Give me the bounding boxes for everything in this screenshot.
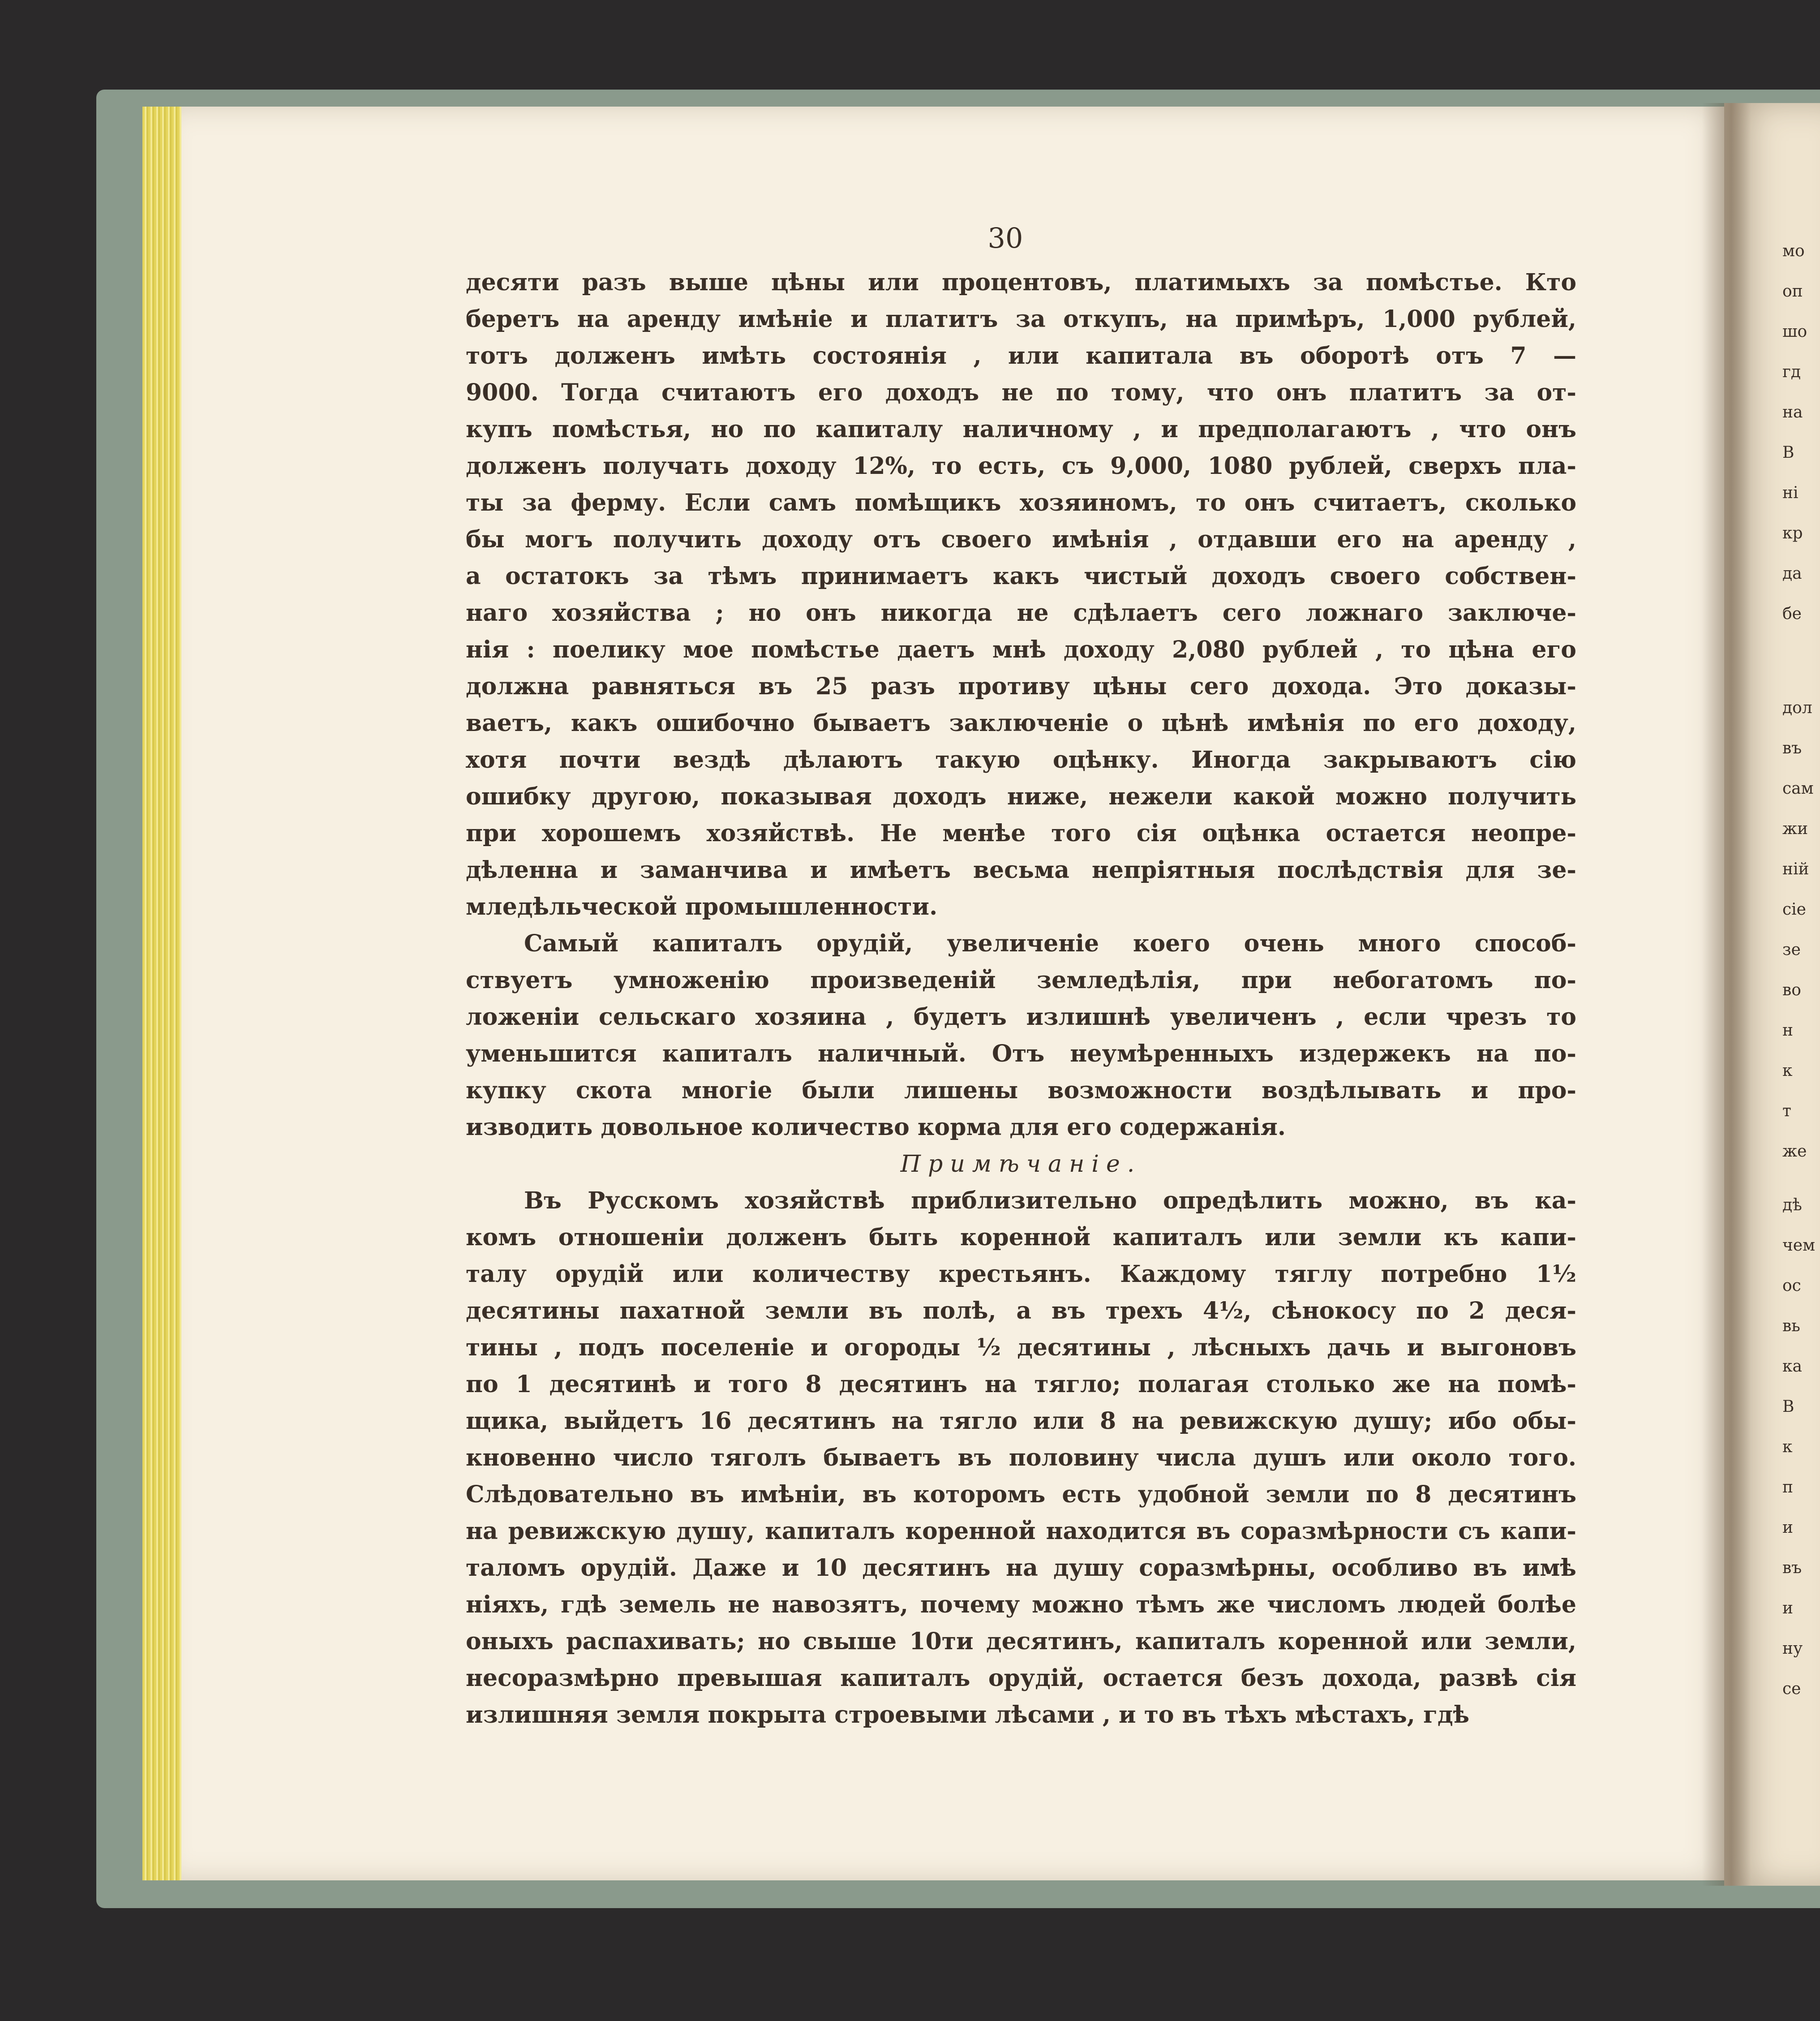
text-line: ты за ферму. Если самъ помѣщикъ хозяиномъ, то онъ считаетъ, сколько (466, 489, 1576, 516)
text-line: уменьшится капиталъ наличный. Отъ неумѣренныхъ издержекъ на по- (466, 1040, 1576, 1067)
text-line: а остатокъ за тѣмъ принимаетъ какъ чистый доходъ своего собствен- (466, 563, 1576, 590)
facing-page-fragment: бе (1782, 605, 1802, 623)
section-heading: Примѣчаніе. (900, 1151, 1142, 1178)
text-line: 9000. Тогда считаютъ его доходъ не по тому, что онъ платитъ за от- (466, 379, 1576, 406)
text-line: Въ Русскомъ хозяйствѣ приблизительно опредѣлить можно, въ ка- (524, 1187, 1576, 1214)
text-line: должна равняться въ 25 разъ противу цѣны сего дохода. Это доказы- (466, 673, 1576, 700)
facing-page-fragment: ос (1782, 1277, 1801, 1295)
facing-page-fragment: В (1782, 443, 1794, 462)
text-line: бы могъ получить доходу отъ своего имѣнія , отдавши его на аренду , (466, 526, 1576, 553)
facing-page-fragment: во (1782, 981, 1801, 999)
text-line: наго хозяйства ; но онъ никогда не сдѣлаетъ сего ложнаго заключе- (466, 599, 1576, 627)
facing-page-fragment: вь (1782, 1317, 1800, 1335)
facing-page-fragment: на (1782, 403, 1803, 421)
facing-page-fragment: ну (1782, 1639, 1803, 1658)
facing-page-fragment: ні (1782, 484, 1799, 502)
text-line: долженъ получать доходу 12%, то есть, съ 9,000, 1080 рублей, сверхъ пла- (466, 452, 1576, 480)
text-line: ваетъ, какъ ошибочно бываетъ заключеніе о цѣнѣ имѣнія по его доходу, (466, 710, 1576, 737)
gilt-page-edges (142, 107, 184, 1880)
facing-page-fragment: дол (1782, 699, 1812, 717)
facing-page-fragment: сіе (1782, 900, 1806, 919)
facing-page-fragment: ній (1782, 860, 1809, 878)
text-line: комъ отношеніи долженъ быть коренной капиталъ или земли къ капи- (466, 1224, 1576, 1251)
facing-page-fragment: гд (1782, 363, 1801, 381)
facing-page-fragment: оп (1782, 282, 1803, 301)
page-number: 30 (987, 222, 1023, 254)
text-line: кновенно число тяголъ бываетъ въ половину числа душъ или около того. (466, 1444, 1576, 1471)
facing-page-fragment: н (1782, 1021, 1793, 1040)
text-line: купку скота многіе были лишены возможности воздѣлывать и про- (466, 1077, 1576, 1104)
facing-page-fragment: и (1782, 1518, 1793, 1537)
facing-page-fragment: В (1782, 1398, 1794, 1416)
text-line: ошибку другою, показывая доходъ ниже, нежели какой можно получить (466, 783, 1576, 810)
text-line: хотя почти вездѣ дѣлаютъ такую оцѣнку. Иногда закрываютъ сію (466, 746, 1576, 774)
text-line: изводить довольное количество корма для его содержанія. (466, 1114, 1286, 1141)
facing-page-fragment: жи (1782, 820, 1808, 838)
text-line: десятины пахатной земли въ полѣ, а въ трехъ 4½, сѣнокосу по 2 деся- (466, 1297, 1576, 1324)
text-line: при хорошемъ хозяйствѣ. Не менѣе того сія оцѣнка остается неопре- (466, 820, 1576, 847)
facing-page-fragment: же (1782, 1142, 1807, 1161)
facing-page-fragment: чем (1782, 1236, 1816, 1255)
facing-page-fragment: кр (1782, 524, 1803, 542)
facing-page-fragment: к (1782, 1062, 1793, 1080)
facing-page-fragment: да (1782, 564, 1802, 583)
text-line: оныхъ распахивать; но свыше 10ти десятинъ, капиталъ коренной или земли, (466, 1628, 1576, 1655)
text-line: по 1 десятинѣ и того 8 десятинъ на тягло; полагая столько же на помѣ- (466, 1371, 1576, 1398)
text-line: ложеніи сельскаго хозяина , будетъ излишнѣ увеличенъ , если чрезъ то (466, 1003, 1576, 1031)
text-line: Слѣдовательно въ имѣніи, въ которомъ есть удобной земли по 8 десятинъ (466, 1481, 1576, 1508)
facing-page-fragment: п (1782, 1478, 1793, 1496)
text-line: излишняя земля покрыта строевыми лѣсами , и то въ тѣхъ мѣстахъ, гдѣ (466, 1701, 1470, 1729)
facing-page-fragment: сам (1782, 779, 1814, 798)
text-line: ствуетъ умноженію произведеній земледѣлія, при небогатомъ по- (466, 967, 1576, 994)
page-body-text (466, 264, 1576, 1733)
text-line: тины , подъ поселеніе и огороды ½ десятины , лѣсныхъ дачь и выгоновъ (466, 1334, 1576, 1361)
text-line: десяти разъ выше цѣны или процентовъ, платимыхъ за помѣстье. Кто (466, 269, 1576, 296)
text-line: талу орудій или количеству крестьянъ. Каждому тяглу потребно 1½ (466, 1260, 1576, 1288)
facing-page-fragment: шо (1782, 322, 1807, 341)
text-line: купъ помѣстья, но по капиталу наличному , и предполагаютъ , что онъ (466, 416, 1576, 443)
text-line: нія : поелику мое помѣстье даетъ мнѣ доходу 2,080 рублей , то цѣна его (466, 636, 1576, 663)
text-line: мледѣльческой промышленности. (466, 893, 938, 920)
text-line: таломъ орудій. Даже и 10 десятинъ на душу соразмѣрны, особливо въ имѣ (466, 1554, 1576, 1582)
text-line: несоразмѣрно превышая капиталъ орудій, остается безъ дохода, развѣ сія (466, 1664, 1576, 1692)
facing-page-fragment: дѣ (1782, 1196, 1802, 1214)
facing-page-fragment: к (1782, 1438, 1793, 1456)
facing-page-fragment: въ (1782, 1559, 1802, 1577)
facing-page-fragment: т (1782, 1102, 1791, 1120)
facing-page-fragment: се (1782, 1680, 1801, 1698)
text-line: щика, выйдетъ 16 десятинъ на тягло или 8 на ревижскую душу; ибо обы- (466, 1407, 1576, 1435)
text-line: тотъ долженъ имѣть состоянія , или капитала въ оборотѣ отъ 7 — (466, 342, 1576, 370)
facing-page-fragment: ка (1782, 1357, 1802, 1376)
facing-page-fragment: въ (1782, 739, 1802, 757)
text-line: на ревижскую душу, капиталъ коренной находится въ соразмѣрности съ капи- (466, 1518, 1576, 1545)
page-fold-shadow (1702, 103, 1751, 1886)
text-line: Самый капиталъ орудій, увеличеніе коего очень много способ- (524, 930, 1576, 957)
text-line: дѣленна и заманчива и имѣетъ весьма непріятныя послѣдствія для зе- (466, 856, 1576, 884)
text-line: ніяхъ, гдѣ земель не навозятъ, почему можно тѣмъ же числомъ людей болѣе (466, 1591, 1576, 1618)
text-line: беретъ на аренду имѣніе и платитъ за откупъ, на примѣръ, 1,000 рублей, (466, 305, 1576, 333)
facing-page-fragment: мо (1782, 242, 1805, 260)
facing-page-fragment: зе (1782, 941, 1801, 959)
facing-page-fragment: и (1782, 1599, 1793, 1617)
